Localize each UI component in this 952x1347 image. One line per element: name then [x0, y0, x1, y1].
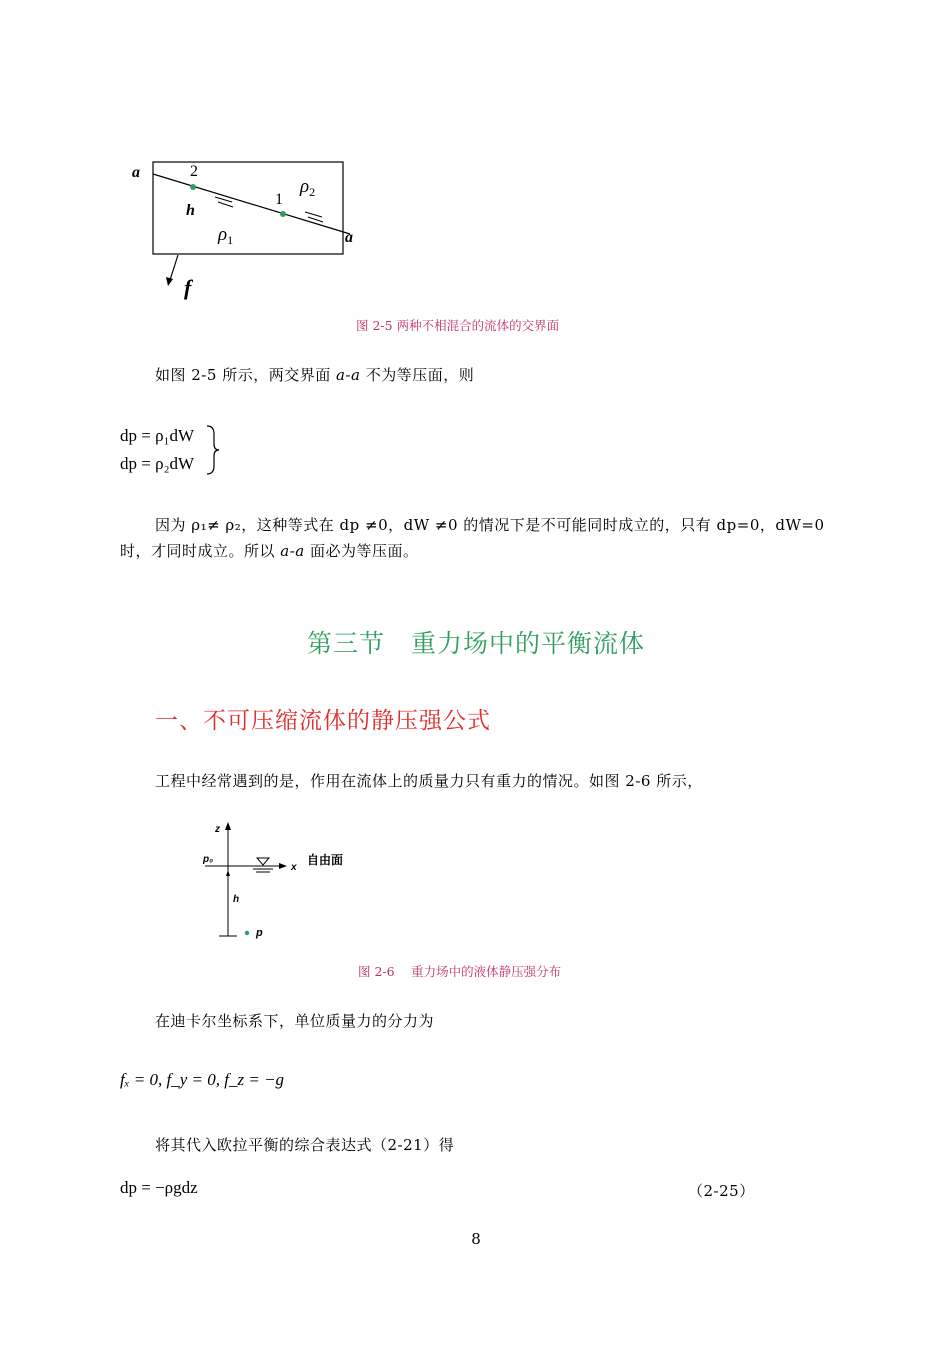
paragraph-interface-aa: a-a	[335, 366, 361, 384]
paragraph-substitute: 将其代入欧拉平衡的综合表达式（2-21）得	[155, 1136, 455, 1154]
z-axis-arrow	[225, 822, 231, 830]
figure-2-5	[120, 150, 380, 310]
label-h: h	[233, 894, 240, 905]
paragraph-cartesian: 在迪卡尔坐标系下，单位质量力的分力为	[155, 1012, 435, 1030]
point-p	[245, 931, 249, 935]
paragraph-reason-line2-pre: 时，才同时成立。所以	[120, 542, 281, 560]
label-free-surface: 自由面	[307, 853, 344, 867]
label-p0: p₀	[203, 854, 214, 865]
label-x: x	[291, 862, 297, 873]
figure-2-6-caption: 图 2-6 重力场中的液体静压强分布	[358, 964, 562, 979]
label-rho1: $\rho_1$	[218, 224, 234, 247]
equation-line-1: dp = ρ₁dW	[120, 426, 195, 445]
label-rho2: $\rho_2$	[300, 176, 316, 199]
paragraph-interface-post: 不为等压面，则	[360, 366, 475, 384]
equation-brace	[205, 424, 221, 476]
figure-2-6	[195, 818, 365, 943]
free-surface-symbol	[253, 858, 273, 872]
force-arrow	[170, 255, 178, 280]
point-1	[280, 211, 286, 217]
x-axis-arrow	[279, 863, 287, 869]
label-f: f	[184, 275, 192, 300]
equation-final-number: （2-25）	[688, 1182, 755, 1200]
equation-force-components: fₓ = 0, f_y = 0, f_z = −g	[120, 1070, 285, 1089]
equation-system	[120, 422, 194, 478]
label-h: h	[186, 202, 195, 219]
depth-arrow-head	[226, 870, 230, 876]
subsection-title: 一、不可压缩流体的静压强公式	[155, 708, 491, 734]
figure-2-5-caption: 图 2-5 两种不相混合的流体的交界面	[356, 318, 560, 333]
paragraph-reason-line2	[120, 538, 840, 564]
surface-mark-left	[215, 197, 233, 207]
paragraph-reason-line1: 因为 ρ₁≠ ρ₂，这种等式在 dp ≠0，dW ≠0 的情况下是不可能同时成立的，只有 dp=0，dW=0	[155, 516, 825, 534]
paragraph-reason	[120, 512, 840, 564]
label-a-right: a	[345, 229, 353, 246]
label-1: 1	[275, 191, 283, 208]
force-arrow-head	[166, 277, 173, 286]
point-2	[190, 184, 196, 190]
paragraph-interface-pre: 如图 2-5 所示，两交界面	[155, 366, 336, 384]
paragraph-interface	[155, 362, 474, 388]
interface-line	[153, 174, 350, 234]
label-p: p	[256, 927, 263, 939]
label-z: z	[215, 824, 220, 835]
paragraph-reason-line2-aa: a-a	[280, 542, 305, 560]
label-a-left: a	[132, 164, 140, 181]
section-title: 第三节 重力场中的平衡流体	[306, 629, 645, 658]
page-number: 8	[471, 1230, 481, 1248]
paragraph-gravity: 工程中经常遇到的是，作用在流体上的质量力只有重力的情况。如图 2-6 所示，	[155, 772, 703, 790]
container-box	[153, 162, 343, 254]
equation-line-2: dp = ρ₂dW	[120, 454, 195, 473]
label-2: 2	[190, 163, 198, 180]
paragraph-reason-line2-post: 面必为等压面。	[304, 542, 419, 560]
equation-final: dp = −ρgdz	[120, 1178, 198, 1197]
